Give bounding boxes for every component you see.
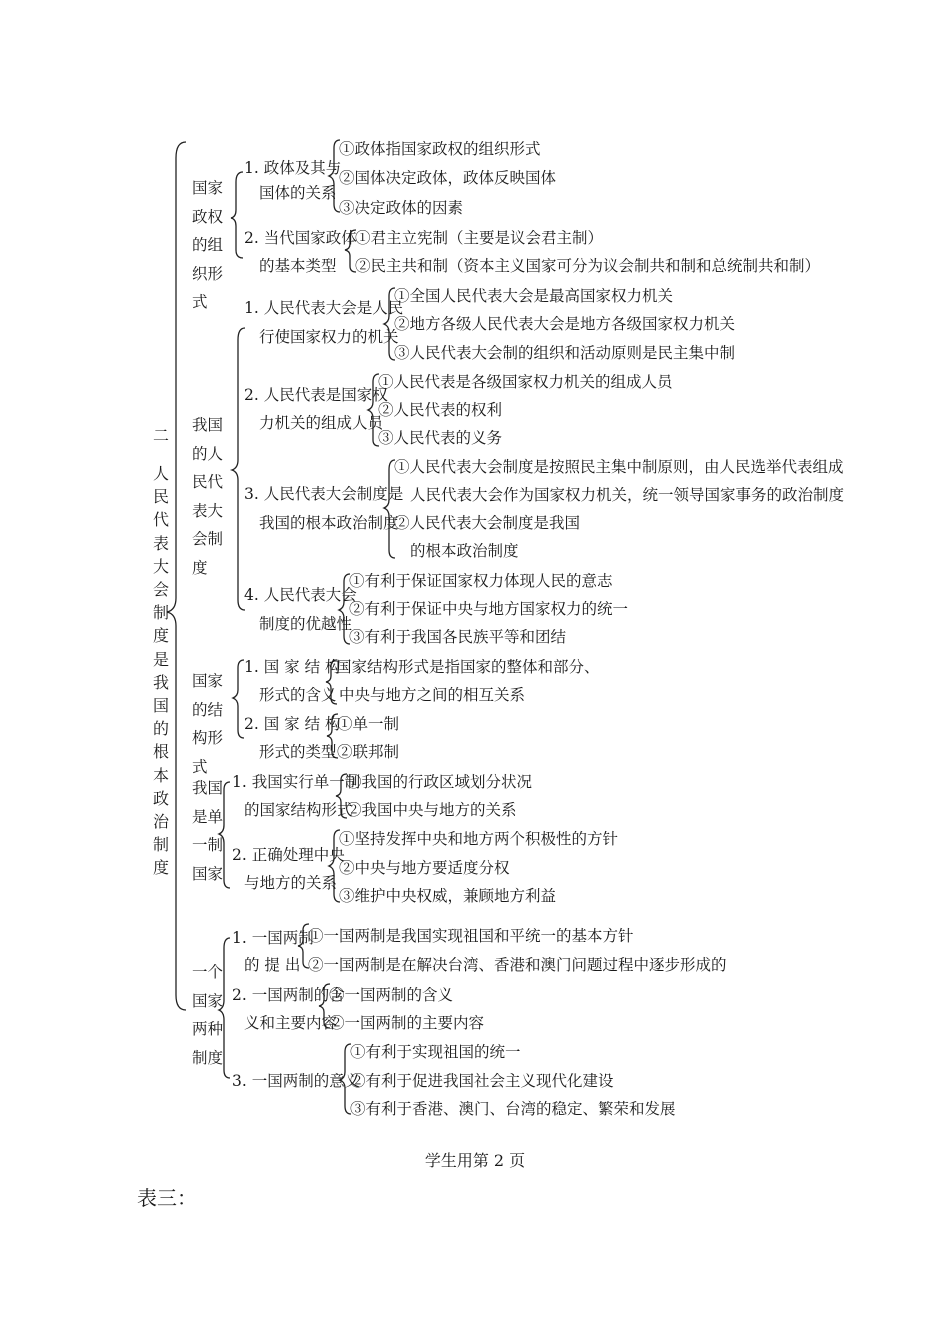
point-text: 人民代表大会作为国家权力机关，统一领导国家事务的政治制度	[410, 486, 845, 504]
section-title-state-structure: 国家的结构形式	[192, 672, 224, 776]
point-text: ①君主立宪制（主要是议会君主制）	[355, 229, 604, 247]
point-text: ②人民代表的权利	[378, 401, 503, 419]
item-label: 国体的关系	[259, 184, 337, 202]
item-label: 与地方的关系	[244, 874, 338, 892]
point-text: ②民主共和制（资本主义国家可分为议会制共和制和总统制共和制）	[355, 257, 821, 275]
main-title: 人民代表大会制度是我国的根本政治制度	[152, 464, 169, 878]
point-text: ①有利于保证国家权力体现人民的意志	[349, 572, 613, 590]
point-text: ②一国两制的主要内容	[329, 1014, 485, 1032]
item-label: 2. 国 家 结 构	[244, 715, 341, 733]
point-text: ①单一制	[337, 715, 400, 733]
point-text: 的根本政治制度	[410, 542, 519, 560]
point-text: ②国体决定政体，政体反映国体	[339, 169, 557, 187]
point-text: ①政体指国家政权的组织形式	[339, 140, 541, 158]
page-footer: 学生用第 2 页	[424, 1151, 526, 1170]
point-text: ③决定政体的因素	[339, 199, 464, 217]
item-label: 我国的根本政治制度	[259, 514, 399, 532]
point-text: ①人民代表是各级国家权力机关的组成人员	[378, 373, 673, 391]
point-text: ①人民代表大会制度是按照民主集中制原则，由人民选举代表组成	[394, 458, 844, 476]
item-label: 的国家结构形式	[244, 801, 353, 819]
item-label: 3. 人民代表大会制度是	[244, 485, 404, 503]
item-label: 2. 正确处理中央	[232, 846, 345, 864]
point-text: ②地方各级人民代表大会是地方各级国家权力机关	[394, 315, 736, 333]
point-text: ③人民代表的义务	[378, 429, 503, 447]
item-label: 形式的含义	[259, 686, 337, 704]
point-text: ②我国中央与地方的关系	[346, 801, 517, 819]
item-label: 的基本类型	[259, 257, 337, 275]
item-label: 形式的类型	[259, 743, 337, 761]
item-label: 3. 一国两制的意义	[232, 1072, 361, 1090]
item-label: 2. 人民代表是国家权	[244, 386, 388, 404]
point-text: ③维护中央权威，兼顾地方利益	[339, 887, 557, 905]
point-text: 中央与地方之间的相互关系	[339, 686, 526, 704]
point-text: ②中央与地方要适度分权	[339, 859, 510, 877]
point-text: ②一国两制是在解决台湾、香港和澳门问题过程中逐步形成的	[308, 956, 727, 974]
point-text: ①全国人民代表大会是最高国家权力机关	[394, 287, 674, 305]
item-label: 义和主要内容	[244, 1014, 338, 1032]
item-label: 1. 人民代表大会是人民	[244, 299, 404, 317]
point-text: ③人民代表大会制的组织和活动原则是民主集中制	[394, 344, 736, 362]
point-text: ①一国两制是我国实现祖国和平统一的基本方针	[308, 927, 634, 945]
item-label: 4. 人民代表大会	[244, 586, 357, 604]
item-label: 2. 当代国家政体	[244, 229, 357, 247]
item-label: 的 提 出	[244, 956, 301, 974]
point-text: ①一国两制的含义	[329, 986, 454, 1004]
main-title-number: 二	[152, 426, 169, 445]
point-text: ①坚持发挥中央和地方两个积极性的方针	[339, 830, 619, 848]
section-title-npc-system: 我国的人民代表大会制度	[192, 416, 224, 577]
point-text: ②人民代表大会制度是我国	[394, 514, 581, 532]
point-text: 国家结构形式是指国家的整体和部分、	[336, 658, 600, 676]
item-label: 1. 政体及其与	[244, 159, 342, 177]
section-title-government-form: 国家政权的组织形式	[192, 179, 224, 311]
item-label: 制度的优越性	[259, 615, 353, 633]
section-title-one-country-two-systems: 一个国家两种制度	[192, 963, 224, 1067]
point-text: ②有利于促进我国社会主义现代化建设	[350, 1072, 614, 1090]
point-text: ①有利于实现祖国的统一	[350, 1043, 521, 1061]
item-label: 力机关的组成人员	[259, 414, 384, 432]
point-text: ③有利于我国各民族平等和团结	[349, 628, 567, 646]
item-label: 1. 国 家 结 构	[244, 658, 341, 676]
point-text: ②联邦制	[337, 743, 400, 761]
point-text: ②有利于保证中央与地方国家权力的统一	[349, 600, 629, 618]
next-table-label: 表三：	[137, 1186, 197, 1210]
item-label: 1. 我国实行单一制	[232, 773, 361, 791]
item-label: 1. 一国两制	[232, 929, 314, 947]
section-title-unitary-state: 我国是单一制国家	[192, 779, 224, 883]
item-label: 行使国家权力的机关	[259, 328, 399, 346]
point-text: ①我国的行政区域划分状况	[346, 773, 533, 791]
point-text: ③有利于香港、澳门、台湾的稳定、繁荣和发展	[350, 1100, 676, 1118]
item-label: 2. 一国两制的含	[232, 986, 345, 1004]
